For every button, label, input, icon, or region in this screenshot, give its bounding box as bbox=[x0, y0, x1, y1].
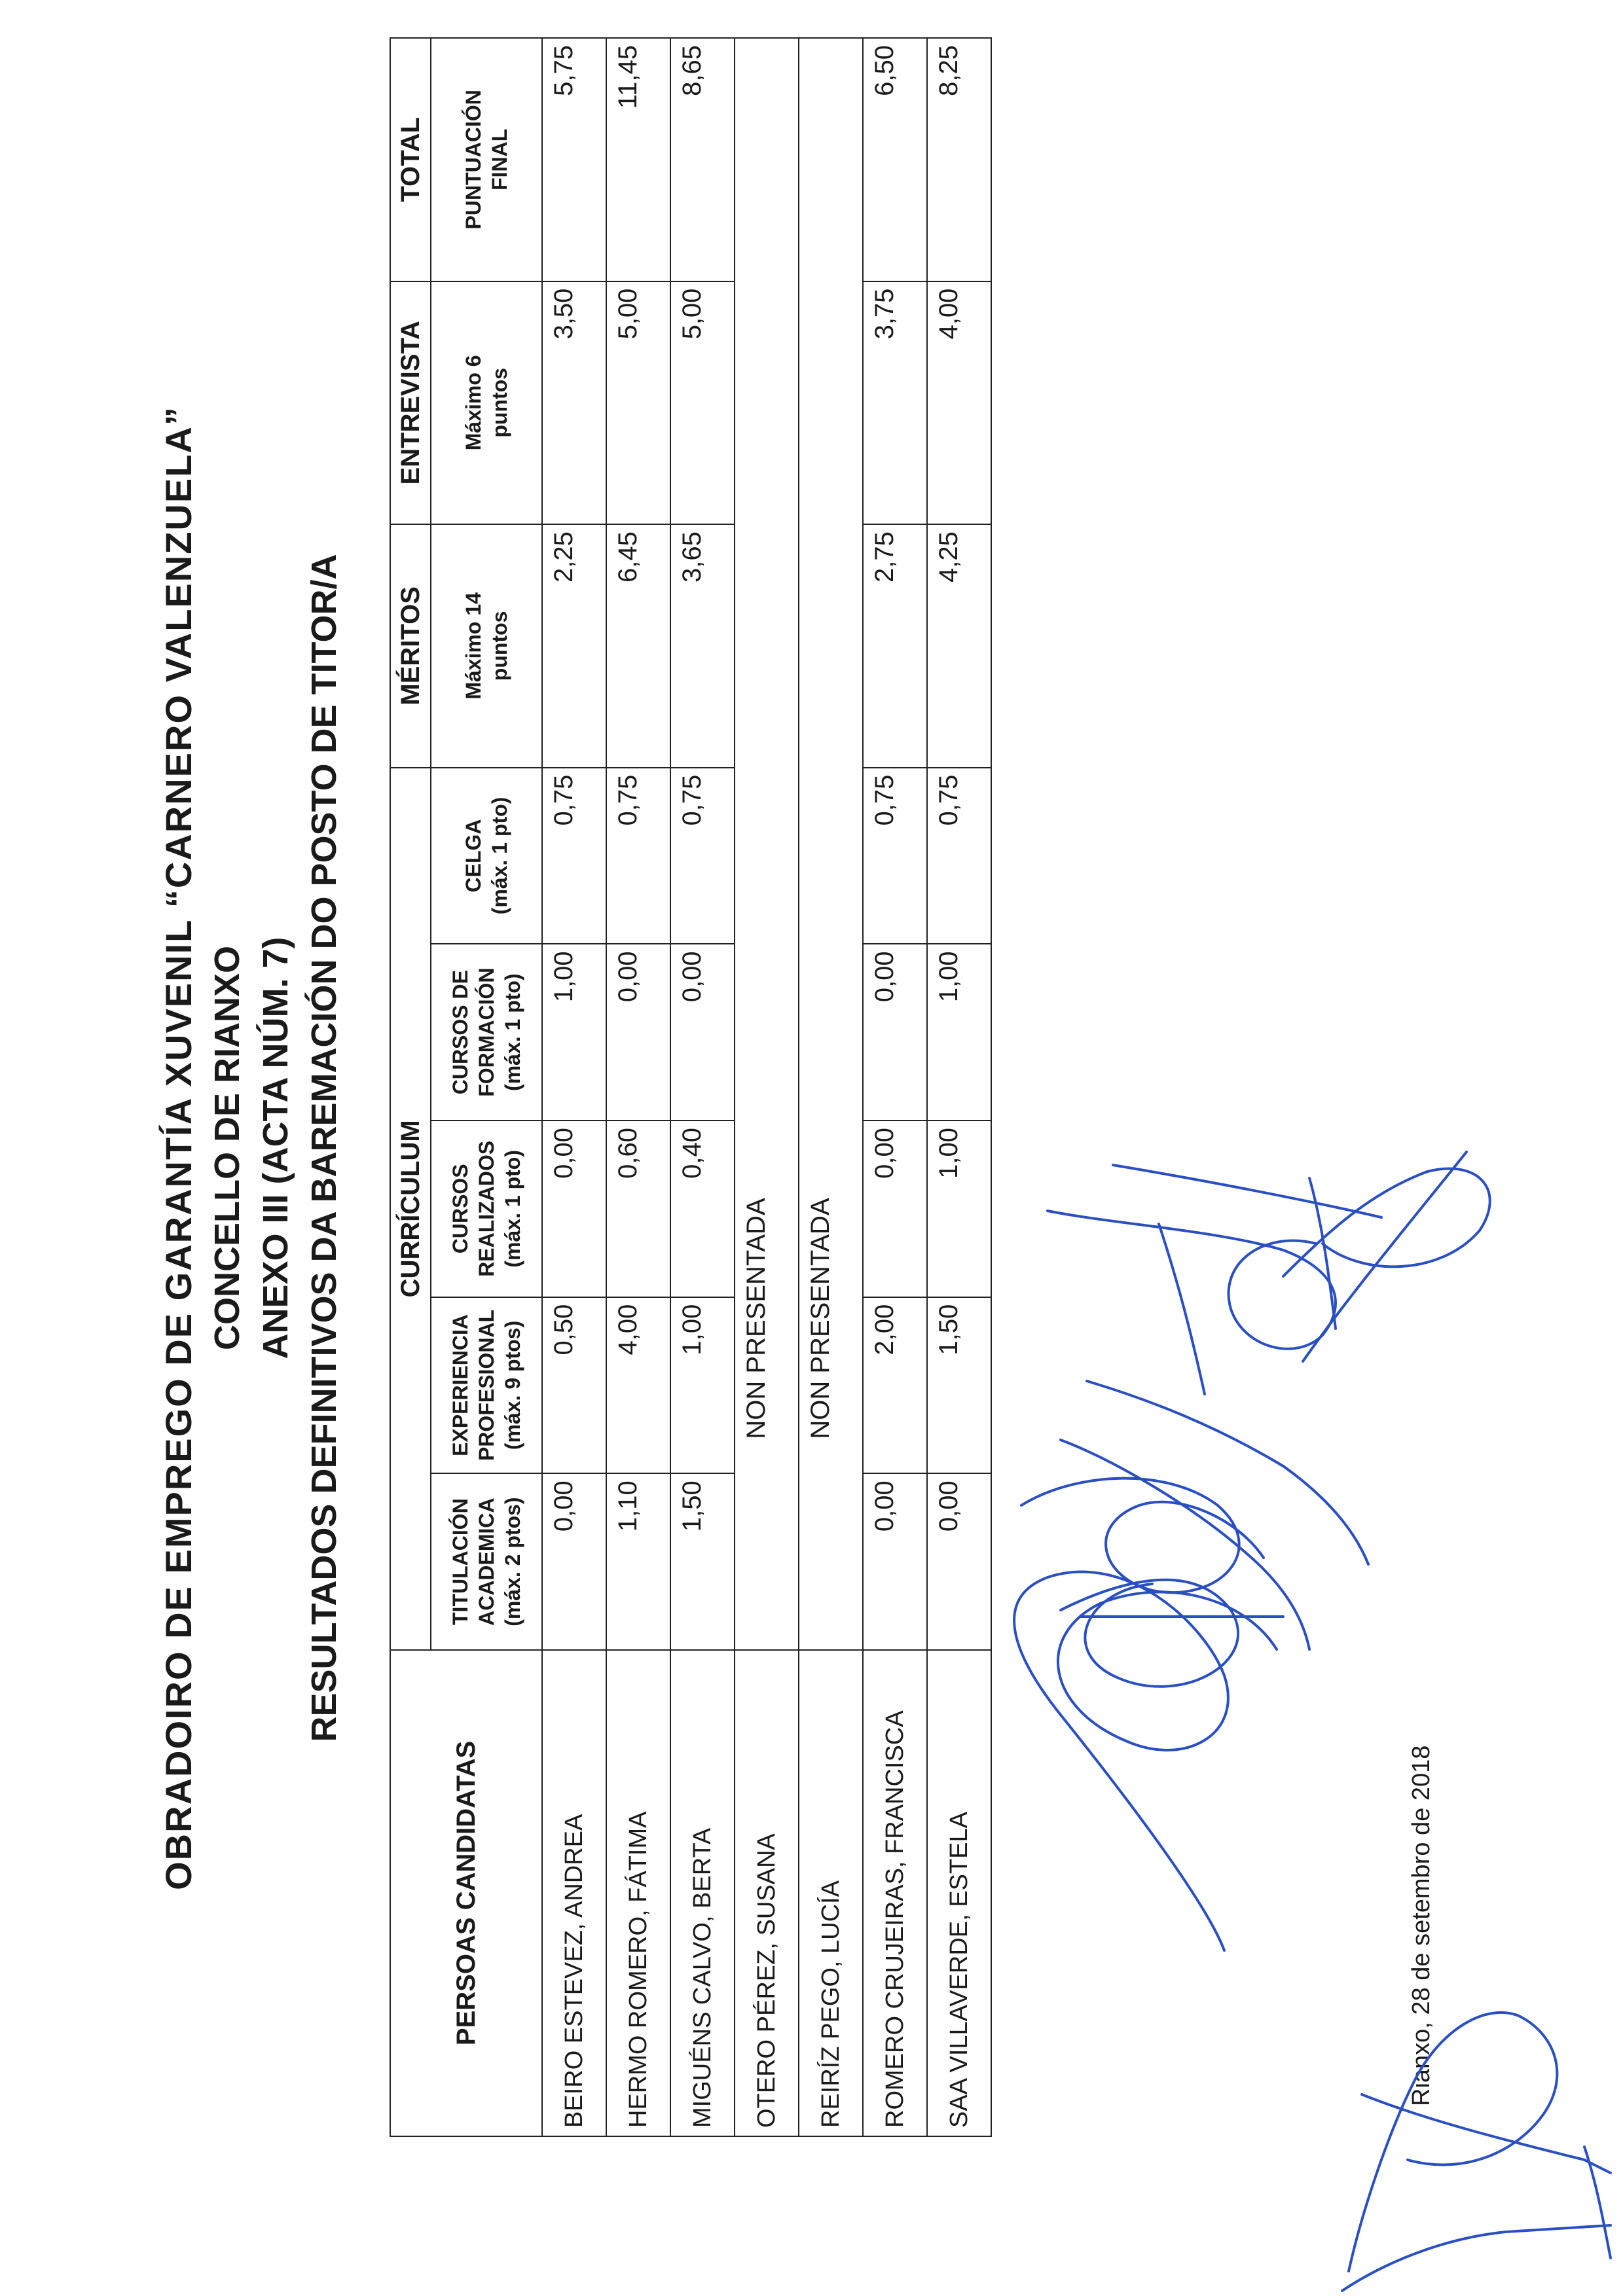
subheader-line: puntos bbox=[488, 611, 511, 681]
candidate-name: REIRÍZ PEGO, LUCÍA bbox=[799, 1650, 863, 2136]
subheader-line: REALIZADOS bbox=[475, 1140, 498, 1277]
subheader-line: (máx. 2 ptos) bbox=[501, 1497, 524, 1626]
subheader-line: TITULACIÓN bbox=[448, 1498, 472, 1625]
score-experiencia: 4,00 bbox=[606, 1297, 670, 1474]
score-cursos-formacion: 0,00 bbox=[606, 944, 670, 1121]
candidate-name: HERMO ROMERO, FÁTIMA bbox=[606, 1650, 670, 2136]
score-celga: 0,75 bbox=[606, 768, 670, 944]
status-label: NON PRESENTADA bbox=[742, 1198, 771, 1439]
score-meritos: 6,45 bbox=[606, 524, 670, 768]
score-total: 11,45 bbox=[606, 38, 670, 281]
score-titulacion: 0,00 bbox=[542, 1473, 606, 1650]
score-titulacion: 1,10 bbox=[606, 1473, 670, 1650]
score-cursos-formacion: 1,00 bbox=[927, 944, 991, 1121]
score-cursos-formacion: 0,00 bbox=[863, 944, 927, 1121]
score-total: 8,65 bbox=[670, 38, 735, 281]
program-title: OBRADOIRO DE EMPREGO DE GARANTÍA XUVENIL “CARNERO VALENZUELA” bbox=[158, 406, 199, 1890]
score-entrevista: 3,50 bbox=[542, 281, 606, 525]
score-celga: 0,75 bbox=[542, 768, 606, 944]
place-date: Rianxo, 28 de setembro de 2018 bbox=[1408, 1745, 1435, 2106]
score-entrevista: 5,00 bbox=[670, 281, 735, 525]
subheader-line: Máximo 6 bbox=[462, 355, 485, 451]
subheader-line: CURSOS bbox=[448, 1164, 472, 1254]
score-celga: 0,75 bbox=[927, 768, 991, 944]
header-total: TOTAL bbox=[390, 38, 431, 281]
subheader-line: (máx. 1 pto) bbox=[501, 973, 524, 1091]
score-experiencia: 0,50 bbox=[542, 1297, 606, 1474]
header-meritos: MÉRITOS bbox=[390, 524, 431, 768]
candidate-name: BEIRO ESTEVEZ, ANDREA bbox=[542, 1650, 606, 2136]
score-titulacion: 1,50 bbox=[670, 1473, 735, 1650]
annex-title: ANEXO III (ACTA NÚM. 7) bbox=[256, 937, 295, 1359]
candidate-name: SAA VILLAVERDE, ESTELA bbox=[927, 1650, 991, 2136]
results-title: RESULTADOS DEFINITIVOS DA BAREMACIÓN DO POSTO DE TITOR/A bbox=[304, 554, 344, 1742]
score-entrevista: 3,75 bbox=[863, 281, 927, 525]
header-curriculum: CURRÍCULUM bbox=[390, 768, 431, 1650]
score-experiencia: 2,00 bbox=[863, 1297, 927, 1474]
subheader-line: ACADEMICA bbox=[475, 1498, 498, 1626]
score-cursos-realizados: 1,00 bbox=[927, 1121, 991, 1297]
score-total: 8,25 bbox=[927, 38, 991, 281]
subheader-line: CURSOS DE bbox=[448, 970, 472, 1095]
score-total: 6,50 bbox=[863, 38, 927, 281]
score-meritos: 2,75 bbox=[863, 524, 927, 768]
council-name: CONCELLO DE RIANXO bbox=[208, 945, 247, 1351]
candidate-name: MIGUÉNS CALVO, BERTA bbox=[670, 1650, 735, 2136]
score-cursos-formacion: 0,00 bbox=[670, 944, 735, 1121]
score-meritos: 3,65 bbox=[670, 524, 735, 768]
header-entrevista: ENTREVISTA bbox=[390, 281, 431, 525]
subheader-line: FINAL bbox=[488, 128, 511, 190]
score-meritos: 4,25 bbox=[927, 524, 991, 768]
subheader-line: PROFESIONAL bbox=[475, 1309, 498, 1462]
score-meritos: 2,25 bbox=[542, 524, 606, 768]
score-cursos-realizados: 0,00 bbox=[863, 1121, 927, 1297]
score-titulacion: 0,00 bbox=[927, 1473, 991, 1650]
score-total: 5,75 bbox=[542, 38, 606, 281]
header-candidates: PERSOAS CANDIDATAS bbox=[390, 1650, 542, 2136]
subheader-line: PUNTUACIÓN bbox=[462, 90, 485, 230]
subheader-line: (máx. 1 pto) bbox=[488, 797, 511, 915]
status-label: NON PRESENTADA bbox=[806, 1198, 835, 1439]
score-celga: 0,75 bbox=[670, 768, 735, 944]
score-titulacion: 0,00 bbox=[863, 1473, 927, 1650]
score-celga: 0,75 bbox=[863, 768, 927, 944]
score-experiencia: 1,50 bbox=[927, 1297, 991, 1474]
score-cursos-formacion: 1,00 bbox=[542, 944, 606, 1121]
score-cursos-realizados: 0,00 bbox=[542, 1121, 606, 1297]
score-entrevista: 4,00 bbox=[927, 281, 991, 525]
subheader-line: (máx. 1 pto) bbox=[501, 1150, 524, 1268]
subheader-line: CELGA bbox=[462, 819, 485, 893]
subheader-line: (máx. 9 ptos) bbox=[501, 1320, 524, 1450]
score-entrevista: 5,00 bbox=[606, 281, 670, 525]
candidate-name: ROMERO CRUJEIRAS, FRANCISCA bbox=[863, 1650, 927, 2136]
score-experiencia: 1,00 bbox=[670, 1297, 735, 1474]
subheader-line: Máximo 14 bbox=[462, 592, 485, 700]
subheader-line: EXPERIENCIA bbox=[448, 1314, 472, 1456]
candidate-name: OTERO PÉREZ, SUSANA bbox=[735, 1650, 799, 2136]
subheader-line: FORMACIÓN bbox=[475, 967, 498, 1097]
score-cursos-realizados: 0,40 bbox=[670, 1121, 735, 1297]
score-cursos-realizados: 0,60 bbox=[606, 1121, 670, 1297]
subheader-line: puntos bbox=[488, 368, 511, 438]
